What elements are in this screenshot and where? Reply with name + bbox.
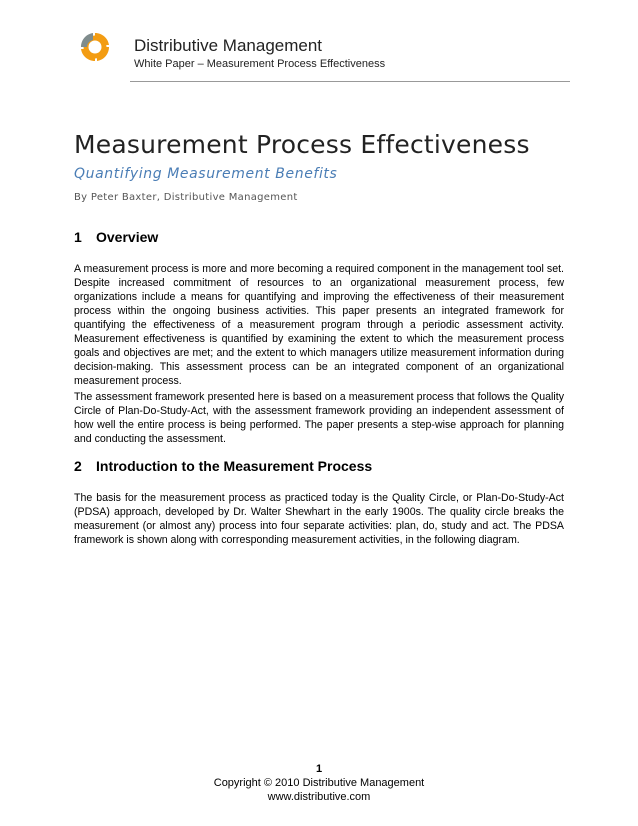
section-heading-overview (74, 229, 158, 245)
section-number: 1 (74, 229, 82, 245)
overview-paragraph-1: A measurement process is more and more becoming a required component in the management tool set. Despite increased commitment of resources to an organizational measurement process, few organizations include a means for quantifying and improving the effectiveness of their measurement process within the ongoing business activities. This paper presents an integrated framework for quantifying the effectiveness of a measurement program through a periodic assessment activity. Measurement effectiveness is quantified by examining the extent to which the measurement process goals and objectives are met; and the extent to which managers utilize measurement information during decision-making. This assessment process can be an integrated component of an organizational measurement process. (74, 263, 564, 387)
section-title: Overview (96, 229, 159, 245)
company-name: Distributive Management (134, 36, 323, 55)
page-number: 1 (315, 763, 323, 775)
section-heading-introduction (74, 458, 372, 474)
section-title: Introduction to the Measurement Process (96, 458, 373, 474)
document-tagline: Quantifying Measurement Benefits (74, 166, 338, 182)
overview-paragraph-2: The assessment framework presented here is based on a measurement process that follows the Quality Circle of Plan-Do-Study-Act, with the assessment framework providing an independent assessment of how well the entire process is being performed. The paper presents a step-wise approach for planning and conducting the assessment. (74, 391, 564, 445)
header-divider (130, 81, 570, 82)
document-byline: By Peter Baxter, Distributive Management (74, 192, 298, 203)
page-header (78, 26, 570, 82)
pinwheel-logo-icon (78, 30, 112, 64)
footer-website: www.distributive.com (267, 791, 371, 803)
section-number: 2 (74, 458, 82, 474)
introduction-paragraph-1: The basis for the measurement process as practiced today is the Quality Circle, or Plan-Do-Study-Act (PDSA) approach, developed by Dr. Walter Shewhart in the early 1900s. The quality circle breaks the measurement (or almost any) process into four separate activities: plan, do, study and act. The PDSA framework is shown along with corresponding measurement activities, in the following diagram. (74, 492, 564, 546)
footer-copyright: Copyright © 2010 Distributive Management (213, 777, 425, 789)
document-title: Measurement Process Effectiveness (74, 130, 530, 159)
header-subtitle: White Paper – Measurement Process Effectiveness (134, 58, 386, 70)
